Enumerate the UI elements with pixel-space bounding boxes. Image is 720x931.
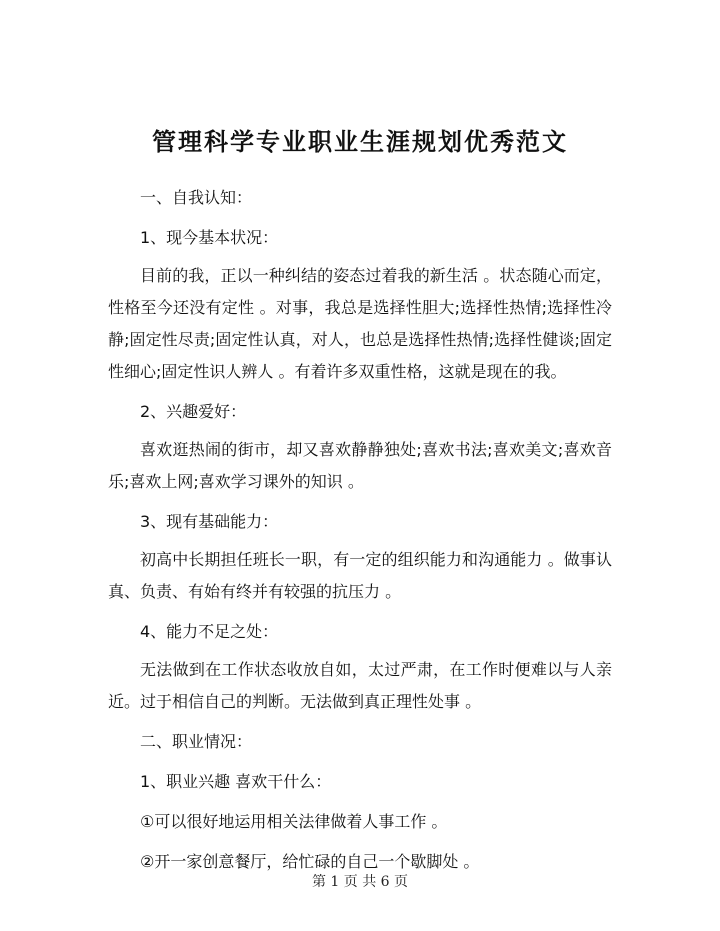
page-footer: 第 1 页 共 6 页 — [311, 874, 409, 890]
subheading-career-interest: 1、职业兴趣 喜欢干什么： — [140, 772, 332, 791]
section-heading-self-awareness: 一、自我认知： — [140, 188, 253, 207]
document-body — [108, 182, 612, 878]
list-item-career-interest-2: ②开一家创意餐厅，给忙碌的自己一个歇脚处 。 — [140, 852, 480, 871]
subheading-interests: 2、兴趣爱好： — [140, 402, 247, 421]
subheading-basic-abilities: 3、现有基础能力： — [140, 512, 279, 531]
document-title: 管理科学专业职业生涯规划优秀范文 — [152, 127, 568, 156]
paragraph-weaknesses: 无法做到在工作状态收放自如，太过严肃，在工作时便难以与人亲近。过于相信自己的判断。无法做到真正理性处事 。 — [108, 660, 612, 711]
paragraph-interests: 喜欢逛热闹的街市，却又喜欢静静独处;喜欢书法;喜欢美文;喜欢音乐;喜欢上网;喜欢学习课外的知识 。 — [108, 440, 612, 491]
paragraph-current-status: 目前的我，正以一种纠结的姿态过着我的新生活 。状态随心而定，性格至今还没有定性 。对事，我总是选择性胆大;选择性热情;选择性冷静;固定性尽责;固定性认真，对人，也总是选择性热情;选择性健谈;固定性细心;固定性识人辨人 。有着许多双重性格，这就是现在的我。 — [108, 266, 612, 381]
paragraph-basic-abilities: 初高中长期担任班长一职，有一定的组织能力和沟通能力 。做事认真、负责、有始有终并有较强的抗压力 。 — [108, 550, 612, 601]
subheading-weaknesses: 4、能力不足之处： — [140, 622, 279, 641]
subheading-current-status: 1、现今基本状况： — [140, 228, 279, 247]
list-item-career-interest-1: ①可以很好地运用相关法律做着人事工作 。 — [140, 812, 448, 831]
section-heading-career-situation: 二、职业情况： — [140, 732, 253, 751]
